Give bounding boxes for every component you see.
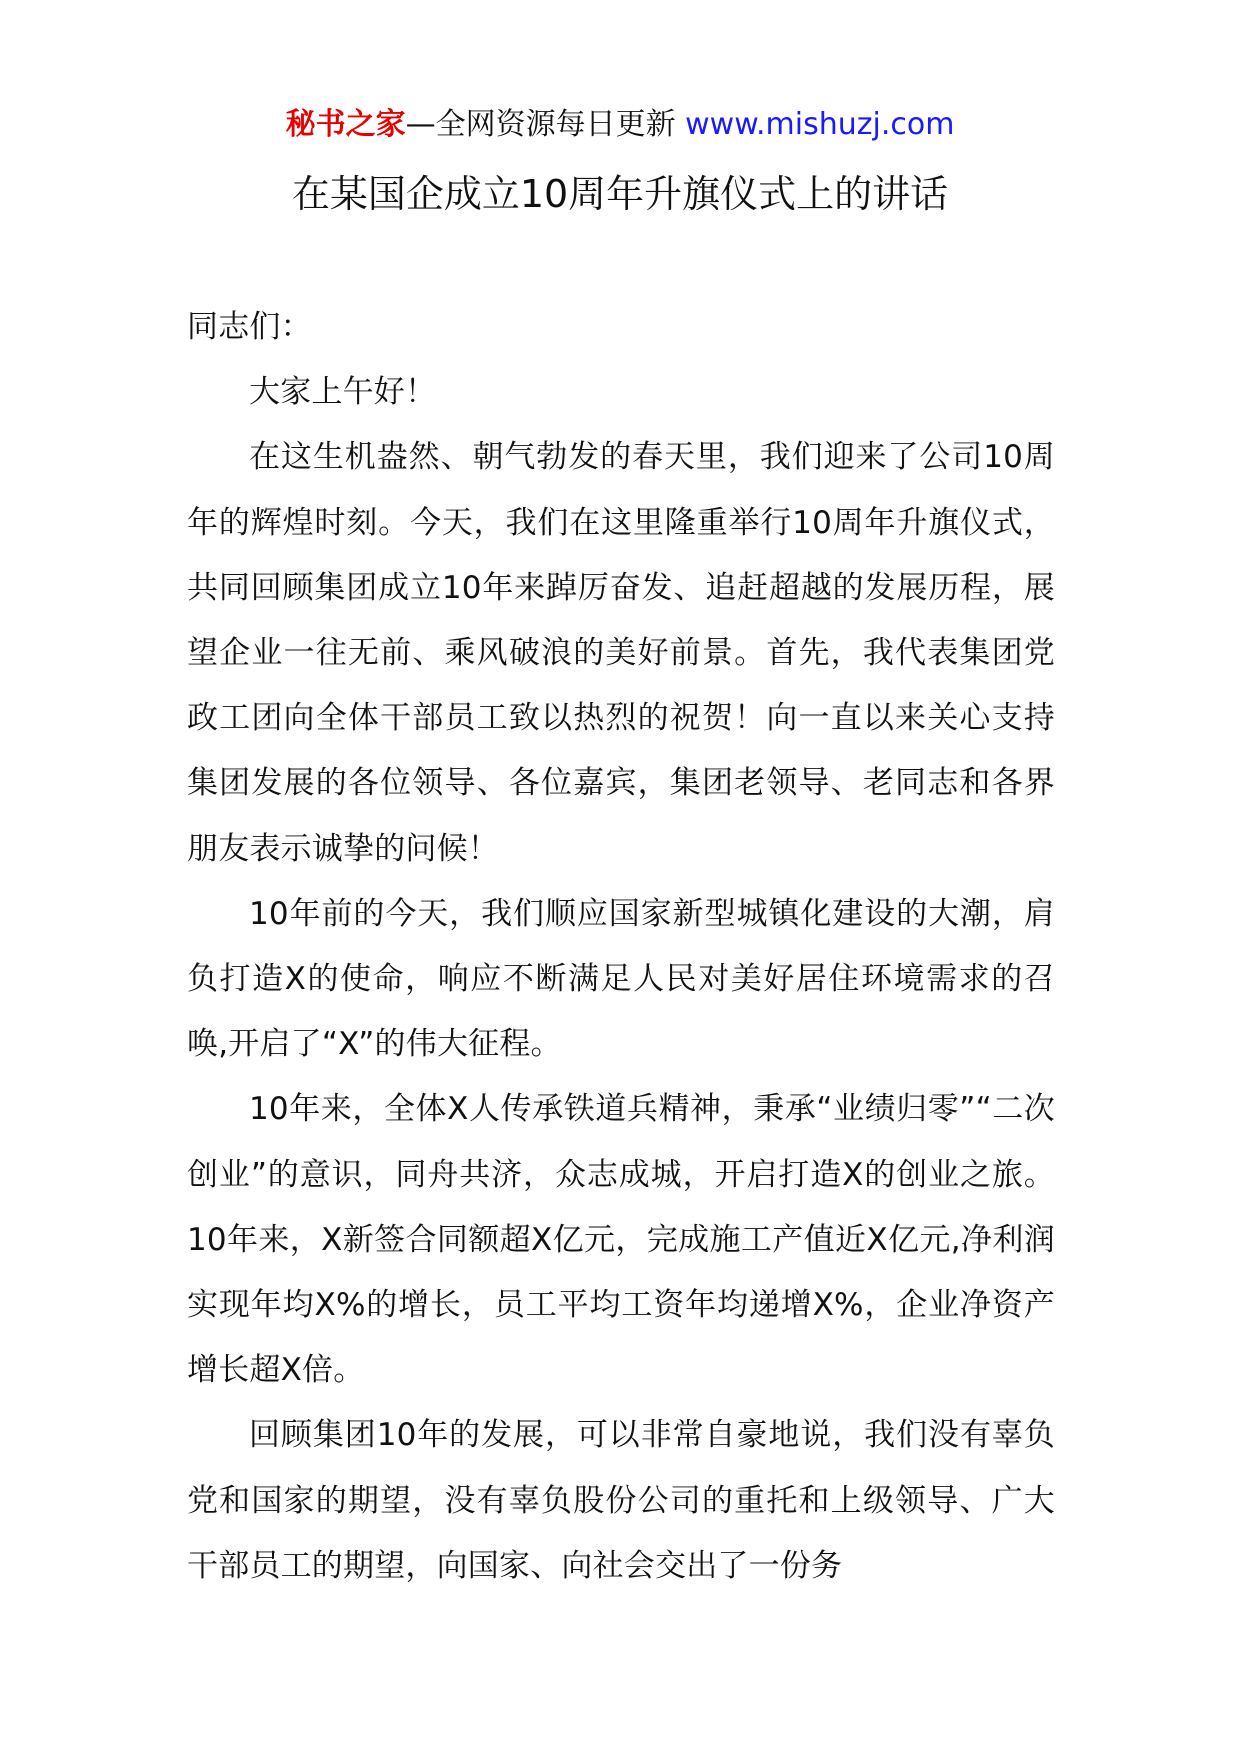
paragraph-review: 回顾集团10年的发展，可以非常自豪地说，我们没有辜负党和国家的期望，没有辜负股份公司的重托和上级领导、广大干部员工的期望，向国家、向社会交出了一份务: [187, 1417, 1055, 1584]
site-brand: 秘书之家: [285, 107, 406, 142]
paragraph-opening: 在这生机盎然、朝气勃发的春天里，我们迎来了公司10周年的辉煌时刻。今天，我们在这里隆重举行10周年升旗仪式，共同回顾集团成立10年来踔厉奋发、追赶超越的发展历程，展望企业一往无前、乘风破浪的美好前景。首先，我代表集团党政工团向全体干部员工致以热烈的祝贺！向一直以来关心支持集团发展的各位领导、各位嘉宾，集团老领导、老同志和各界朋友表示诚挚的问候！: [187, 439, 1055, 867]
document-title: 在某国企成立10周年升旗仪式上的讲话: [291, 172, 949, 216]
site-url-link[interactable]: www.mishuzj.com: [685, 107, 955, 142]
site-banner: [0, 103, 1240, 147]
salutation: 同志们：: [187, 309, 312, 345]
document-body: [187, 295, 1055, 1599]
paragraph-history: 10年前的今天，我们顺应国家新型城镇化建设的大潮，肩负打造X的使命，响应不断满足人民对美好居住环境需求的召唤,开启了“X”的伟大征程。: [187, 895, 1055, 1063]
paragraph-greeting: 大家上午好！: [249, 374, 437, 411]
paragraph-achievements: 10年来，全体X人传承铁道兵精神，秉承“业绩归零”“二次创业”的意识，同舟共济，众志成城，开启打造X的创业之旅。10年来，X新签合同额超X亿元，完成施工产值近X亿元,净利润实现年均X%的增长，员工平均工资年均递增X%，企业净资产增长超X倍。: [187, 1091, 1055, 1389]
site-slogan: —全网资源每日更新: [405, 107, 676, 142]
